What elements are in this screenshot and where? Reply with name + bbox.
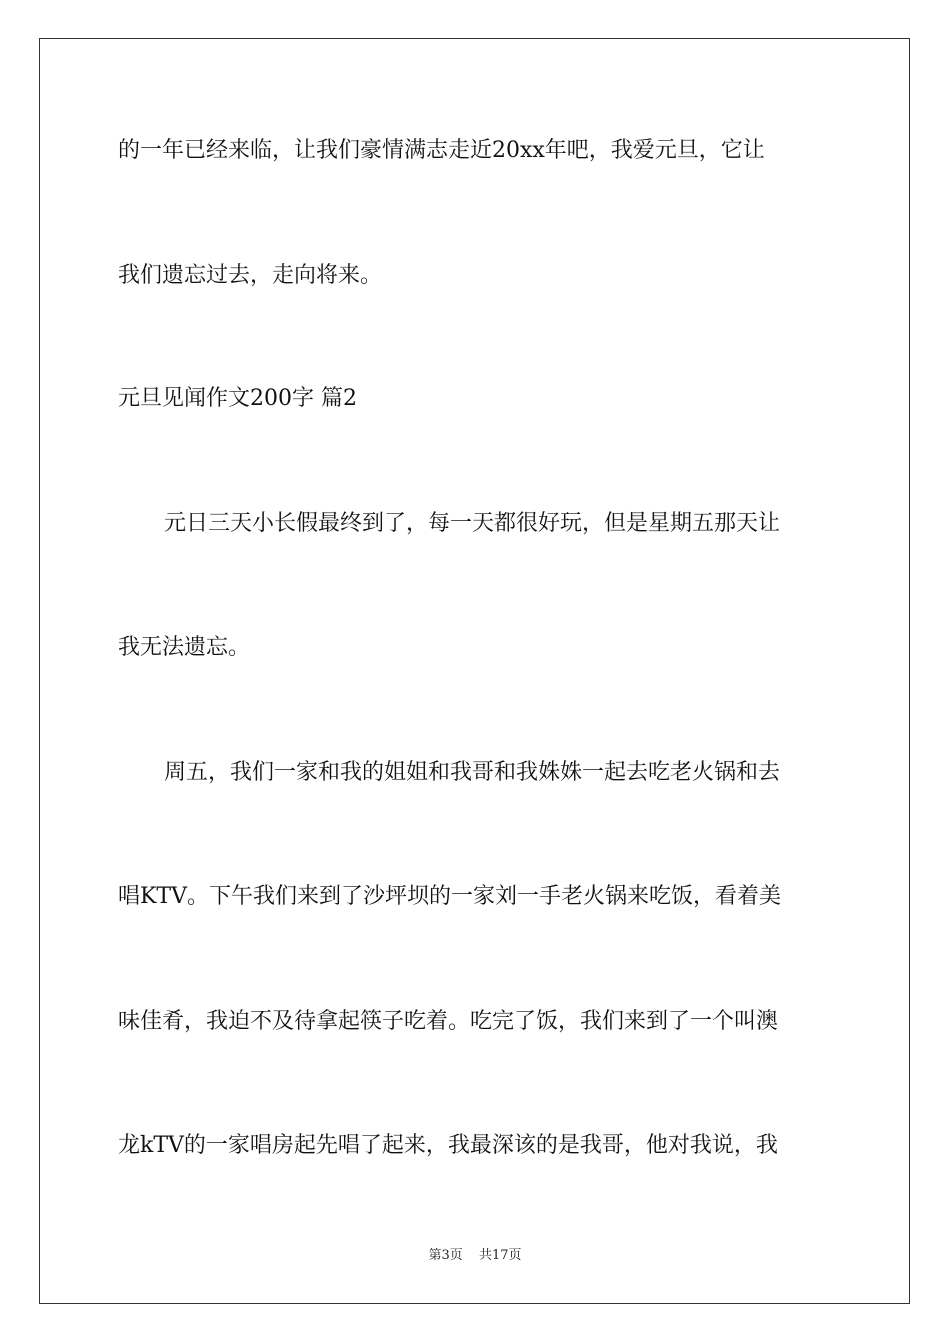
text-line-2: 我们遗忘过去，走向将来。 bbox=[118, 263, 383, 288]
section-heading: 元旦见闻作文200字 篇2 bbox=[118, 386, 357, 411]
text-line-1: 的一年已经来临，让我们豪情满志走近20xx年吧，我爱元旦，它让 bbox=[118, 138, 765, 163]
paragraph-2-line-4: 龙kTV的一家唱房起先唱了起来，我最深该的是我哥，他对我说，我 bbox=[118, 1133, 778, 1158]
page-footer bbox=[0, 1247, 950, 1265]
page-border bbox=[39, 38, 910, 1304]
page-number: 第3页 bbox=[428, 1248, 463, 1263]
paragraph-1-line-1: 元日三天小长假最终到了，每一天都很好玩，但是星期五那天让 bbox=[164, 511, 781, 536]
page-total: 共17页 bbox=[478, 1248, 522, 1263]
paragraph-2-line-2: 唱KTV。下午我们来到了沙坪坝的一家刘一手老火锅来吃饭，看着美 bbox=[118, 884, 781, 909]
paragraph-2-line-3: 味佳肴，我迫不及待拿起筷子吃着。吃完了饭，我们来到了一个叫澳 bbox=[118, 1009, 779, 1034]
paragraph-2-line-1: 周五，我们一家和我的姐姐和我哥和我姝姝一起去吃老火锅和去 bbox=[164, 760, 781, 785]
paragraph-1-line-2: 我无法遗忘。 bbox=[118, 635, 251, 660]
